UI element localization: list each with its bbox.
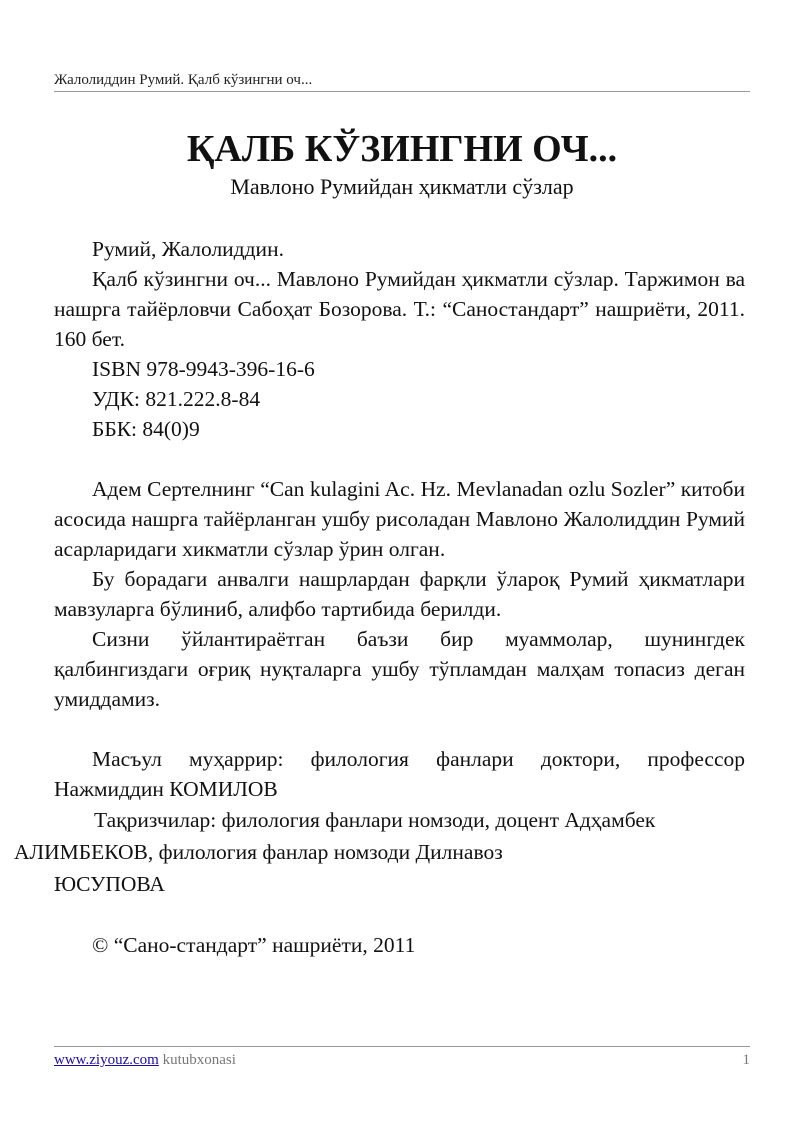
catalog-udk: УДК: 821.222.8-84 bbox=[92, 387, 261, 411]
annotation-paragraph-1: Адем Сертелнинг “Can kulagini Ac. Hz. Mevlanadan ozlu Sozler” китоби асосида нашрга тайёрланган ушбу рисоладан Мавлоно Жалолиддин Румий асарларидаги хикматли сўзлар ўрин олган. bbox=[54, 477, 745, 561]
page-footer bbox=[54, 1046, 750, 1069]
catalog-isbn: ISBN 978-9943-396-16-6 bbox=[92, 357, 315, 381]
reviewers-line-2: АЛИМБЕКОВ, филология фанлар номзоди Дилнавоз bbox=[14, 840, 503, 864]
page-title: ҚАЛБ КЎЗИНГНИ ОЧ... bbox=[186, 128, 618, 170]
ziyouz-link[interactable]: www.ziyouz.com bbox=[54, 1052, 159, 1068]
catalog-author: Румий, Жалолиддин. bbox=[92, 237, 284, 261]
footer-suffix: kutubxonasi bbox=[158, 1052, 236, 1068]
credits-reviewers bbox=[14, 804, 745, 900]
annotation-paragraph-3: Сизни ўйлантираётган баъзи бир муаммолар, шунингдек қалбингиздаги оғриқ нуқталарга ушбу тўпламдан малҳам топасиз деган умиддамиз. bbox=[54, 627, 745, 711]
catalog-description: Қалб кўзингни оч... Мавлоно Румийдан ҳикматли сўзлар. Таржимон ва нашрга тайёрловчи Сабоҳат Бозорова. Т.: “Саностандарт” нашриёти, 2011. 160 бет. bbox=[54, 267, 745, 351]
annotation-paragraph-2: Бу борадаги анвалги нашрлардан фарқли ўлароқ Румий ҳикматлари мавзуларга бўлиниб, алифбо тартибида берилди. bbox=[54, 567, 745, 621]
footer-source bbox=[54, 1051, 236, 1069]
copyright-line: © “Сано-стандарт” нашриёти, 2011 bbox=[92, 933, 416, 957]
reviewers-line-3: ЮСУПОВА bbox=[54, 872, 165, 896]
page-subtitle: Мавлоно Румийдан ҳикматли сўзлар bbox=[230, 174, 574, 199]
catalog-bbk: ББК: 84(0)9 bbox=[92, 417, 200, 441]
page-number: 1 bbox=[742, 1052, 750, 1068]
reviewers-line-1: Тақризчилар: филология фанлари номзоди, доцент Адҳамбек bbox=[94, 808, 656, 832]
running-header: Жалолиддин Румий. Қалб кўзингни оч... bbox=[54, 71, 750, 92]
page-body bbox=[14, 234, 745, 960]
credits-editor: Масъул муҳаррир: филология фанлари доктори, профессор Нажмиддин КОМИЛОВ bbox=[54, 747, 745, 801]
